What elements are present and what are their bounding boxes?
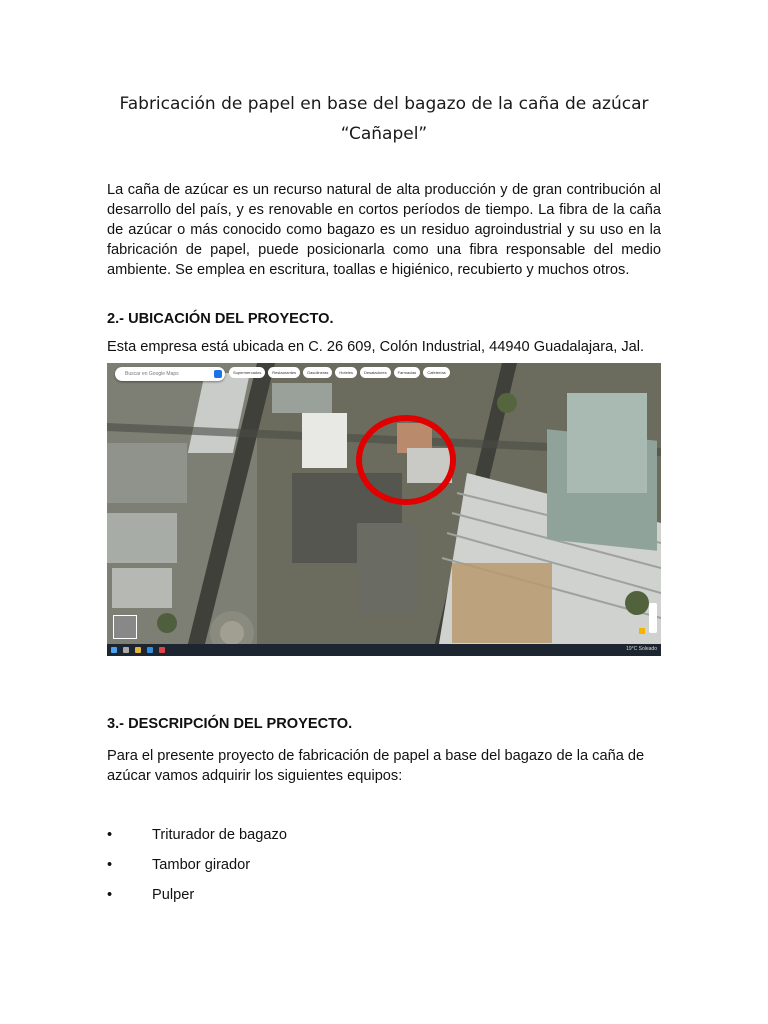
app-icon[interactable]	[159, 647, 165, 653]
windows-start-icon[interactable]	[111, 647, 117, 653]
chip-farmacias[interactable]: Farmacias	[394, 367, 421, 378]
section3-paragraph: Para el presente proyecto de fabricación de papel a base del bagazo de la caña de azúcar vamos adquirir los siguientes equipos:	[107, 748, 645, 784]
search-icon[interactable]	[123, 647, 129, 653]
edge-browser-icon[interactable]	[147, 647, 153, 653]
intro-paragraph: La caña de azúcar es un recurso natural de alta producción y de gran contribución al desarrollo del país, y es renovable en cortos períodos de tiempo. La fibra de la caña de azúcar o más conocido como bagazo es un residuo agroindustrial y su uso en la fabricación de papel, puede posicionarla como una fibra responsable del medio ambiente. Se emplea en escritura, toallas e higiénico, recubierto y muchos otros.	[107, 182, 661, 278]
bullet-icon: •	[107, 887, 113, 903]
pegman-icon[interactable]	[639, 628, 645, 634]
list-item-text: Triturador de bagazo	[152, 827, 287, 843]
map-search-input[interactable]: Buscar en Google Maps	[115, 367, 225, 381]
list-item-text: Pulper	[152, 887, 195, 903]
list-item-text: Tambor girador	[152, 857, 251, 873]
chip-gasolineras[interactable]: Gasolineras	[303, 367, 332, 378]
map-zoom-controls[interactable]	[649, 603, 657, 633]
chip-hoteles[interactable]: Hoteles	[335, 367, 357, 378]
directions-icon[interactable]	[214, 370, 222, 378]
chip-desatadores[interactable]: Desatadores	[360, 367, 391, 378]
section3-heading: 3.- DESCRIPCIÓN DEL PROYECTO.	[107, 716, 353, 732]
bullet-icon: •	[107, 857, 113, 873]
file-explorer-icon[interactable]	[135, 647, 141, 653]
map-category-chips	[229, 367, 453, 381]
section2-heading: 2.- UBICACIÓN DEL PROYECTO.	[107, 311, 334, 327]
chip-restaurantes[interactable]: Restaurantes	[268, 367, 300, 378]
windows-taskbar	[107, 644, 661, 656]
taskbar-weather: 19°C Soleado	[626, 646, 657, 652]
chip-cafeterias[interactable]: Cafeterías	[423, 367, 449, 378]
satellite-map-screenshot	[107, 363, 661, 656]
project-address: Esta empresa está ubicada en C. 26 609, Colón Industrial, 44940 Guadalajara, Jal.	[107, 339, 645, 355]
chip-supermercados[interactable]: Supermercados	[229, 367, 265, 378]
satellite-imagery	[107, 363, 661, 656]
bullet-icon: •	[107, 827, 113, 843]
map-layers-thumbnail[interactable]	[113, 615, 137, 639]
document-title-line1: Fabricación de papel en base del bagazo de la caña de azúcar	[119, 94, 649, 114]
document-title-line2: “Cañapel”	[340, 124, 428, 144]
